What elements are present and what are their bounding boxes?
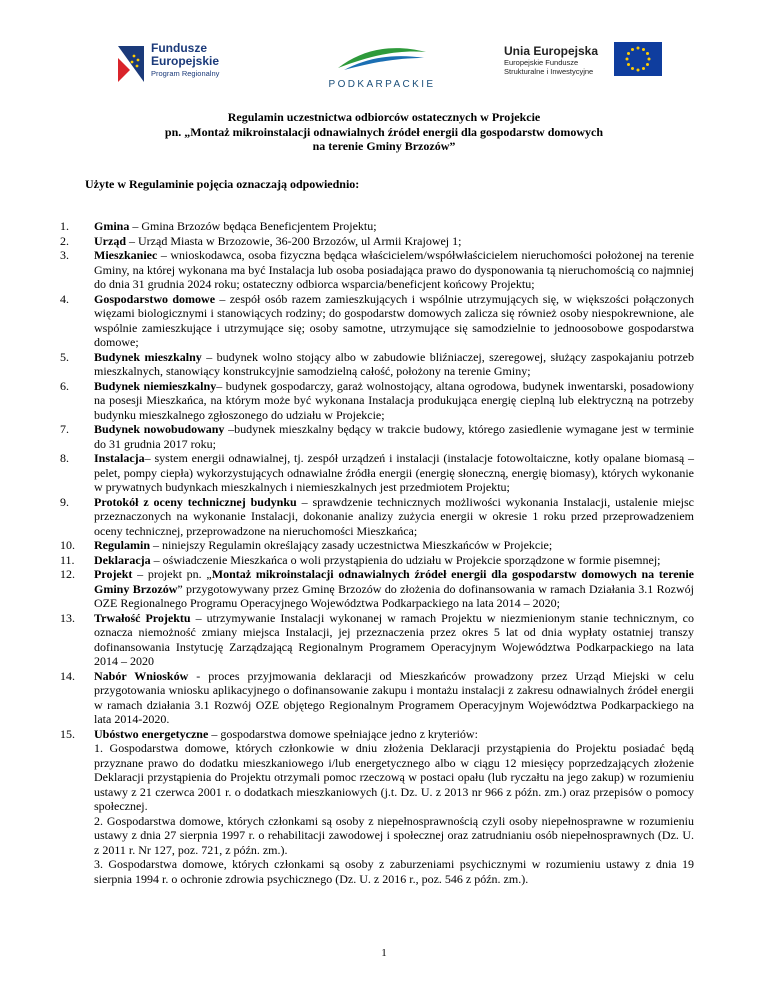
criterion-item: 1. Gospodarstwa domowe, których członkowie w dniu złożenia Deklaracji przystąpienia do Projektu posiadać będą przyznane prawo do dodatku mieszkaniowego i/lub energetycznego albo w ciągu 12 miesięcy poprzedzających złożenie Deklaracji przystąpienia do Projektu otrzymali pomoc rzeczową w postaci opału (lub ryczałtu na jego zakup) w rozumieniu ustawy z 21 czerwca 2001 r. o dodatkach mieszkaniowych (j.t. Dz. U. z 2013 nr 966 z późn. zm.) oraz przepisów o pomocy społecznej. <box>94 741 694 813</box>
definition-item: 6. Budynek niemieszkalny– budynek gospodarczy, garaż wolnostojący, altana ogrodowa, budynek inwentarski, posadowiony na posesji Mieszkańca, na którym może być wykonana Instalacja produkująca energię cieplną lub elektryczną na potrzeby budynku mieszkalnego zgłoszonego do udziału w Projekcie; <box>60 378 694 422</box>
definition-item: 10. Regulamin – niniejszy Regulamin określający zasady uczestnictwa Mieszkańców w Projekcie; <box>60 538 553 552</box>
definitions-list <box>60 219 694 886</box>
definition-item: 11. Deklaracja – oświadczenie Mieszkańca o woli przystąpienia do udziału w Projekcie sporządzone w formie pisemnej; <box>60 552 661 567</box>
definition-item: 15. Ubóstwo energetyczne – gospodarstwa domowe spełniające jedno z kryteriów: 1. Gospodarstwa domowe, których członkowie w dniu złożenia Deklaracji przystąpienia do Projektu posiadać będą przyznane prawo do dodatku mieszkaniowego i/lub energetycznego albo w ciągu 12 miesięcy poprzedzających złożenie Deklaracji przystąpienia do Projektu otrzymali pomoc rzeczową w postaci opału (lub ryczałtu na jego zakup) w rozumieniu ustawy z 21 czerwca 2001 r. o dodatkach mieszkaniowych (j.t. Dz. U. z 2013 nr 966 z późn. zm.) oraz przepisów o pomocy społecznej. 2. Gospodarstwa domowe, których członkami są osoby z niepełnosprawnością czyli osoby niepełnosprawne w rozumieniu ustawy z dnia 27 sierpnia 1997 r. o rehabilitacji zawodowej i społecznej oraz zatrudnianiu osób niepełnosprawnych (Dz. U. z 2011 r. Nr 127, poz. 721, z późn. zm.). 3. Gospodarstwa domowe, których członkami są osoby z zaburzeniami psychicznymi w rozumieniu ustawy z dnia 19 sierpnia 1994 r. o ochronie zdrowia psychicznego (Dz. U. z 2016 r., poz. 546 z późn. zm.). <box>60 726 694 886</box>
definition-item: 14. Nabór Wniosków - proces przyjmowania deklaracji od Mieszkańców prowadzony przez Urząd Miejski w celu przygotowania wniosku aplikacyjnego o dofinansowanie zakupu i montażu instalacji z zakresu odnawialnych źródeł energii w ramach działania 3.1 Rozwój OZE objętego Regionalnym Programem Operacyjnym Województwa Podkarpackiego na lata 2014-2020. <box>60 668 695 726</box>
definition-item: 9. Protokół z oceny technicznej budynku – sprawdzenie technicznych możliwości wykonania Instalacji, ustalenie miejsc przeznaczonych na wykonanie Instalacji, dokonanie analizy zużycia energii w okresie 1 roku przed przeprowadzeniem oceny technicznej, przeprowadzone na nieruchomości Mieszkańca; <box>60 494 695 538</box>
criterion-item: 2. Gospodarstwa domowe, których członkami są osoby z niepełnosprawnością czyli osoby niepełnosprawne w rozumieniu ustawy z dnia 27 sierpnia 1997 r. o rehabilitacji zawodowej i społecznej oraz zatrudnianiu osób niepełnosprawnych (Dz. U. z 2011 r. Nr 127, poz. 721, z późn. zm.). <box>94 813 694 857</box>
podkarpackie-mountains-icon <box>334 42 430 72</box>
definition-item: 5. Budynek mieszkalny – budynek wolno stojący albo w zabudowie bliźniaczej, szeregowej, służący zaspokajaniu potrzeb mieszkalnych, stanowiący konstrukcyjnie samodzielną całość, położony na terenie Gminy; <box>60 349 694 378</box>
definition-item: 1. Gmina – Gmina Brzozów będąca Beneficjentem Projektu; <box>60 219 377 233</box>
intro-heading: Użyte w Regulaminie pojęcia oznaczają odpowiednio: <box>85 177 360 191</box>
page-number: 1 <box>381 947 387 959</box>
document-title <box>0 110 768 154</box>
definition-item: 12. Projekt – projekt pn. „Montaż mikroinstalacji odnawialnych źródeł energii dla gospodarstw domowych na terenie Gminy Brzozów” przygotowywany przez Gminę Brzozów do złożenia do dofinansowania w ramach Działania 3.1 Rozwój OZE Regionalnego Programu Operacyjnego Województwa Podkarpackiego na lata 2014 – 2020; <box>60 567 695 610</box>
criterion-item: 3. Gospodarstwa domowe, których członkami są osoby z zaburzeniami psychicznymi w rozumieniu ustawy z dnia 19 sierpnia 1994 r. o ochronie zdrowia psychicznego (Dz. U. z 2016 r., poz. 546 z późn. zm.). <box>94 857 694 886</box>
fundusze-line1: Fundusze <box>151 41 207 55</box>
fundusze-line2: Europejskie <box>151 54 220 68</box>
fundusze-europejskie-logo <box>116 40 256 86</box>
title-line2: pn. „Montaż mikroinstalacji odnawialnych źródeł energii dla gospodarstw domowych <box>164 124 604 139</box>
unia-europejska-logo <box>504 40 664 86</box>
title-line1: Regulamin uczestnictwa odbiorców ostatecznych w Projekcie <box>227 110 541 124</box>
podkarpackie-wordmark: PODKARPACKIE <box>328 79 436 90</box>
definition-item: 2. Urząd – Urząd Miasta w Brzozowie, 36-200 Brzozów, ul Armii Krajowej 1; <box>60 233 462 248</box>
header-logos <box>0 40 768 90</box>
fundusze-flag-icon <box>116 44 146 84</box>
definition-item: 8. Instalacja– system energii odnawialnej, tj. zespół urządzeń i instalacji (instalacje fotowoltaiczne, kotły opalane biomasą – pelet, pompy ciepła) wykorzystujących odnawialne źródła energii (energię słoneczną, energię biomasy), których wykonanie w prywatnych budynkach mieszkalnych i niemieszkalnych jest przedmiotem Projektu; <box>60 451 694 494</box>
unia-line2: Europejskie Fundusze <box>504 58 579 67</box>
definition-item: 7. Budynek nowobudowany –budynek mieszkalny będący w trakcie budowy, którego zasiedlenie wymagane jest w terminie do 31 grudnia 2017 roku; <box>60 422 695 451</box>
unia-line1: Unia Europejska <box>504 44 599 58</box>
podkarpackie-logo <box>297 42 467 90</box>
definition-item: 3. Mieszkaniec – wnioskodawca, osoba fizyczna będąca właścicielem/współwłaścicielem nieruchomości położonej na terenie Gminy, na której wykonana ma być Instalacja lub osoba posiadająca prawo do dysponowania tą nieruchomością co najmniej do dnia 31 grudnia 2024 roku; ostateczny odbiorca wsparcia/beneficjent końcowy Projektu; <box>60 248 694 291</box>
fundusze-line3: Program Regionalny <box>151 69 220 78</box>
title-line3: na terenie Gminy Brzozów” <box>312 139 456 153</box>
definition-item: 13. Trwałość Projektu – utrzymywanie Instalacji wykonanej w ramach Projektu w niezmienionym stanie technicznym, co oznacza niemożność zmiany miejsca Instalacji, jej przeznaczenia przez okres 5 lat od dnia wypłaty ostatniej transzy dofinansowania Instytucję Zarządzającą Regionalnym Programem Operacyjnym Województwa Podkarpackiego na lata 2014 – 2020 <box>60 610 694 668</box>
eu-flag-icon <box>614 42 662 76</box>
unia-line3: Strukturalne i Inwestycyjne <box>504 67 594 76</box>
definition-item: 4. Gospodarstwo domowe – zespół osób razem zamieszkujących i wspólnie utrzymujących się, w większości połączonych więzami biologicznymi i stanowiących rodziny; do gospodarstw domowych zalicza się również osoby niespokrewnione, ale wspólnie zamieszkujące i utrzymujące się; osoby samotne, utrzymujące się samodzielnie to jednoosobowe gospodarstwa domowe; <box>60 291 695 349</box>
